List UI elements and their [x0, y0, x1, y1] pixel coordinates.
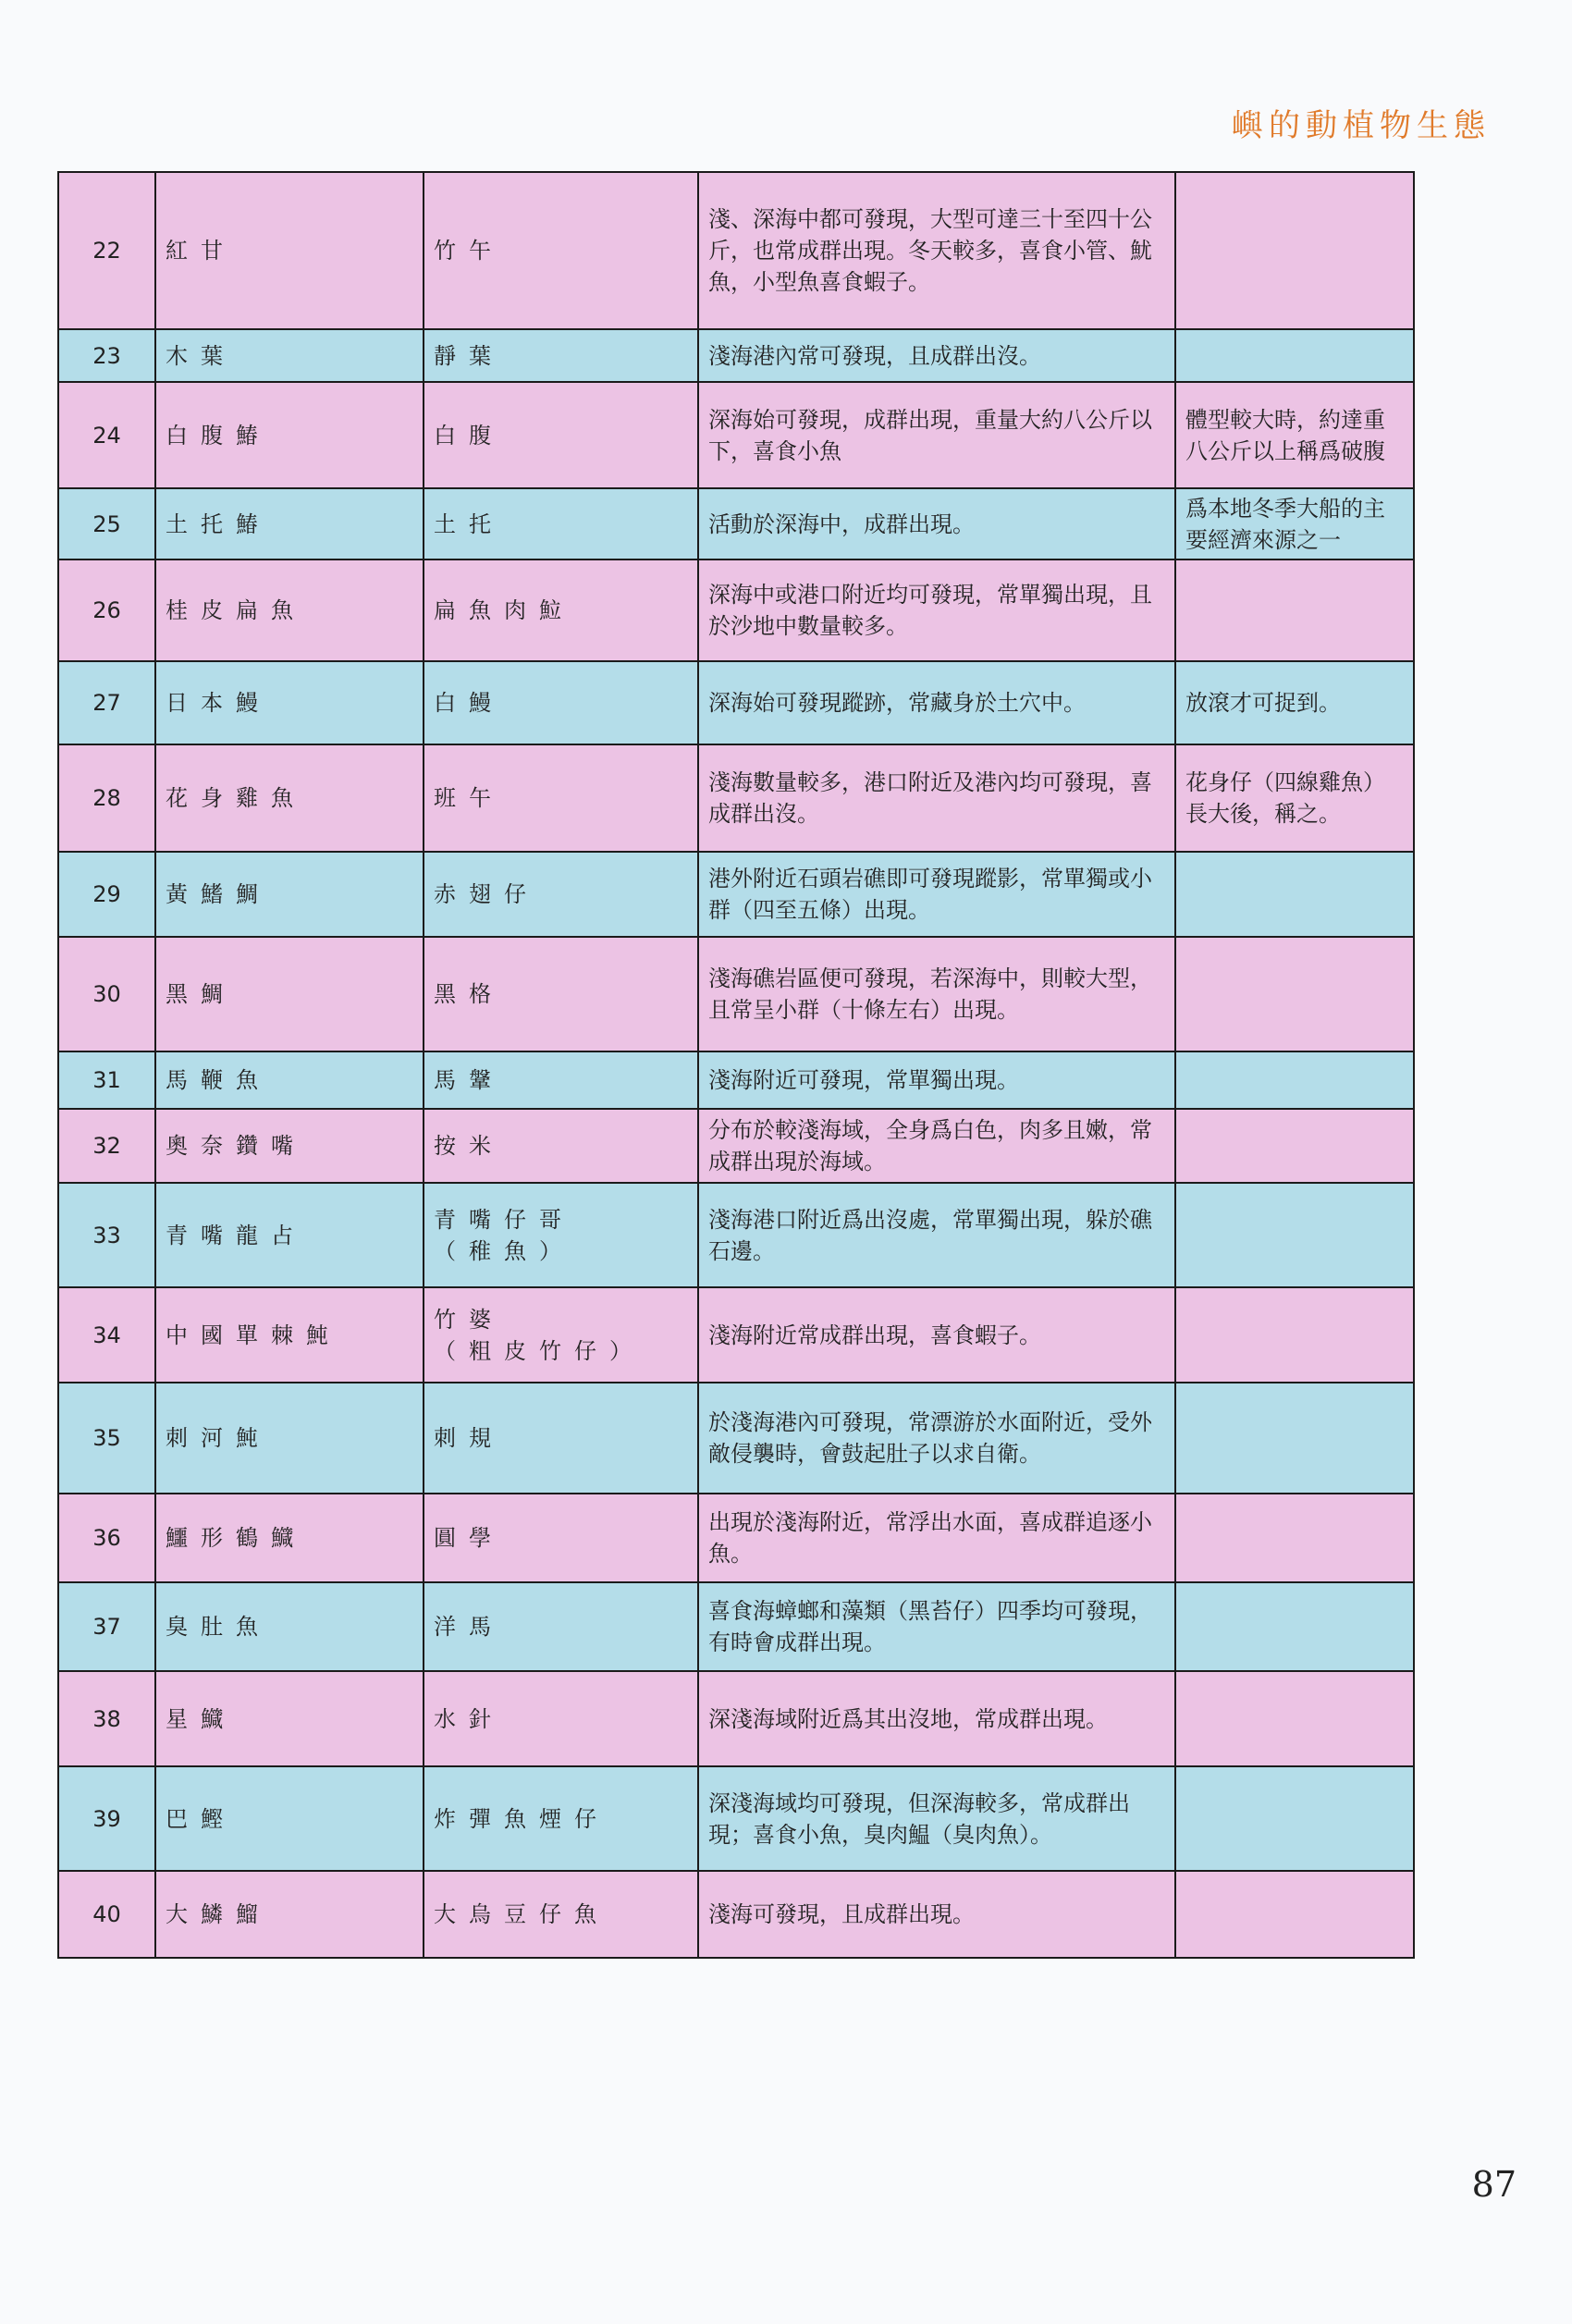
habitat-description: 深海始可發現，成群出現，重量大約八公斤以下，喜食小魚 — [698, 382, 1175, 488]
page-number: 87 — [1471, 2164, 1517, 2205]
species-name: 青嘴龍占 — [155, 1183, 424, 1287]
local-name — [424, 744, 698, 852]
remark — [1175, 1494, 1414, 1582]
remark: 花身仔（四線雞魚）長大後，稱之。 — [1175, 744, 1414, 852]
species-name: 花身雞魚 — [155, 744, 424, 852]
habitat-description: 淺海礁岩區便可發現，若深海中，則較大型，且常呈小群（十條左右）出現。 — [698, 937, 1175, 1051]
row-number: 34 — [58, 1287, 155, 1383]
row-number: 25 — [58, 488, 155, 559]
species-name: 刺河魨 — [155, 1383, 424, 1494]
habitat-description: 深海始可發現蹤跡，常藏身於土穴中。 — [698, 661, 1175, 744]
remark — [1175, 1766, 1414, 1871]
species-name: 馬鞭魚 — [155, 1051, 424, 1109]
habitat-description: 淺、深海中都可發現，大型可達三十至四十公斤，也常成群出現。冬天較多，喜食小管、魷魚，小型魚喜食蝦子。 — [698, 172, 1175, 329]
local-name — [424, 937, 698, 1051]
table-row — [58, 852, 1414, 937]
remark — [1175, 1051, 1414, 1109]
row-number: 38 — [58, 1671, 155, 1766]
local-name-line: 白鰻 — [434, 690, 504, 716]
species-name: 臭肚魚 — [155, 1582, 424, 1671]
row-number: 27 — [58, 661, 155, 744]
table-row — [58, 1871, 1414, 1958]
row-number: 31 — [58, 1051, 155, 1109]
local-name-line: 竹午 — [434, 238, 504, 264]
habitat-description: 深海中或港口附近均可發現，常單獨出現，且於沙地中數量較多。 — [698, 559, 1175, 661]
remark — [1175, 172, 1414, 329]
table-row — [58, 937, 1414, 1051]
remark: 放滾才可捉到。 — [1175, 661, 1414, 744]
habitat-description: 淺海港口附近爲出沒處，常單獨出現，躲於礁石邊。 — [698, 1183, 1175, 1287]
remark — [1175, 852, 1414, 937]
remark — [1175, 1671, 1414, 1766]
local-name — [424, 1383, 698, 1494]
table-row — [58, 172, 1414, 329]
local-name — [424, 852, 698, 937]
running-header: 嶼的動植物生態 — [1232, 107, 1491, 144]
habitat-description: 淺海附近可發現，常單獨出現。 — [698, 1051, 1175, 1109]
species-name: 大鱗鰡 — [155, 1871, 424, 1958]
species-name: 桂皮扁魚 — [155, 559, 424, 661]
habitat-description: 淺海附近常成群出現，喜食蝦子。 — [698, 1287, 1175, 1383]
species-name: 紅甘 — [155, 172, 424, 329]
habitat-description: 於淺海港內可發現，常漂游於水面附近，受外敵侵襲時，會鼓起肚子以求自衛。 — [698, 1383, 1175, 1494]
row-number: 29 — [58, 852, 155, 937]
table-row — [58, 1383, 1414, 1494]
row-number: 39 — [58, 1766, 155, 1871]
local-name-line: 圓學 — [434, 1525, 504, 1551]
row-number: 28 — [58, 744, 155, 852]
local-name-line: 班午 — [434, 785, 504, 811]
remark: 爲本地冬季大船的主要經濟來源之一 — [1175, 488, 1414, 559]
habitat-description: 深淺海域附近爲其出沒地，常成群出現。 — [698, 1671, 1175, 1766]
local-name-line: 竹婆 — [434, 1306, 504, 1333]
remark — [1175, 329, 1414, 382]
local-name-line: 青嘴仔哥 — [434, 1206, 574, 1233]
habitat-description: 港外附近石頭岩礁即可發現蹤影，常單獨或小群（四至五條）出現。 — [698, 852, 1175, 937]
local-name — [424, 1582, 698, 1671]
table-row — [58, 1183, 1414, 1287]
remark — [1175, 1582, 1414, 1671]
species-name: 黃鰭鯛 — [155, 852, 424, 937]
local-name-line: 赤翅仔 — [434, 881, 539, 907]
fish-table-body — [58, 172, 1414, 1958]
local-name-line: 炸彈魚煙仔 — [434, 1805, 609, 1832]
table-row — [58, 661, 1414, 744]
species-name: 黑鯛 — [155, 937, 424, 1051]
table-row — [58, 1582, 1414, 1671]
row-number: 26 — [58, 559, 155, 661]
local-name — [424, 1766, 698, 1871]
fish-table — [57, 171, 1415, 1959]
table-row — [58, 1051, 1414, 1109]
local-name — [424, 661, 698, 744]
table-row — [58, 1671, 1414, 1766]
habitat-description: 深淺海域均可發現，但深海較多，常成群出現；喜食小魚，臭肉鰛（臭肉魚）。 — [698, 1766, 1175, 1871]
table-row — [58, 488, 1414, 559]
remark — [1175, 1287, 1414, 1383]
row-number: 22 — [58, 172, 155, 329]
species-name: 中國單棘魨 — [155, 1287, 424, 1383]
local-name — [424, 1671, 698, 1766]
table-row — [58, 1766, 1414, 1871]
row-number: 36 — [58, 1494, 155, 1582]
habitat-description: 淺海港內常可發現，且成群出沒。 — [698, 329, 1175, 382]
table-row — [58, 329, 1414, 382]
remark — [1175, 1183, 1414, 1287]
remark — [1175, 1109, 1414, 1183]
local-name — [424, 329, 698, 382]
local-name-line: （粗皮竹仔） — [434, 1337, 645, 1364]
row-number: 40 — [58, 1871, 155, 1958]
local-name-line: 扁魚肉𩶘 — [434, 597, 574, 623]
local-name-line: 水針 — [434, 1705, 504, 1732]
species-name: 土托鰆 — [155, 488, 424, 559]
remark — [1175, 1383, 1414, 1494]
table-row — [58, 1287, 1414, 1383]
local-name-line: 大烏豆仔魚 — [434, 1901, 609, 1927]
species-name: 日本鰻 — [155, 661, 424, 744]
local-name — [424, 382, 698, 488]
habitat-description: 喜食海蟑螂和藻類（黑苔仔）四季均可發現，有時會成群出現。 — [698, 1582, 1175, 1671]
local-name — [424, 1871, 698, 1958]
habitat-description: 淺海可發現，且成群出現。 — [698, 1871, 1175, 1958]
local-name-line: 白腹 — [434, 422, 504, 449]
local-name-line: 靜葉 — [434, 342, 504, 369]
table-row — [58, 1494, 1414, 1582]
row-number: 35 — [58, 1383, 155, 1494]
remark — [1175, 559, 1414, 661]
local-name-line: 土托 — [434, 510, 504, 537]
row-number: 33 — [58, 1183, 155, 1287]
row-number: 24 — [58, 382, 155, 488]
local-name — [424, 488, 698, 559]
habitat-description: 出現於淺海附近，常浮出水面，喜成群追逐小魚。 — [698, 1494, 1175, 1582]
table-row — [58, 1109, 1414, 1183]
local-name-line: 按米 — [434, 1133, 504, 1159]
remark — [1175, 1871, 1414, 1958]
row-number: 32 — [58, 1109, 155, 1183]
habitat-description: 活動於深海中，成群出現。 — [698, 488, 1175, 559]
local-name-line: 洋馬 — [434, 1614, 504, 1640]
species-name: 星鱵 — [155, 1671, 424, 1766]
local-name — [424, 1183, 698, 1287]
species-name: 巴鰹 — [155, 1766, 424, 1871]
local-name-line: 馬鞶 — [434, 1067, 504, 1093]
species-name: 白腹鰆 — [155, 382, 424, 488]
table-row — [58, 559, 1414, 661]
remark: 體型較大時，約達重八公斤以上稱爲破腹 — [1175, 382, 1414, 488]
remark — [1175, 937, 1414, 1051]
table-row — [58, 744, 1414, 852]
local-name-line: 刺規 — [434, 1425, 504, 1451]
local-name-line: 黑格 — [434, 981, 504, 1007]
species-name: 鱷形鶴鱵 — [155, 1494, 424, 1582]
row-number: 37 — [58, 1582, 155, 1671]
row-number: 30 — [58, 937, 155, 1051]
table-row — [58, 382, 1414, 488]
local-name — [424, 1051, 698, 1109]
local-name — [424, 1494, 698, 1582]
species-name: 奧奈鑽嘴 — [155, 1109, 424, 1183]
habitat-description: 淺海數量較多，港口附近及港內均可發現，喜成群出沒。 — [698, 744, 1175, 852]
habitat-description: 分布於較淺海域，全身爲白色，肉多且嫩，常成群出現於海域。 — [698, 1109, 1175, 1183]
row-number: 23 — [58, 329, 155, 382]
local-name — [424, 1287, 698, 1383]
local-name — [424, 559, 698, 661]
species-name: 木葉 — [155, 329, 424, 382]
local-name-line: （稚魚） — [434, 1237, 574, 1264]
local-name — [424, 1109, 698, 1183]
local-name — [424, 172, 698, 329]
